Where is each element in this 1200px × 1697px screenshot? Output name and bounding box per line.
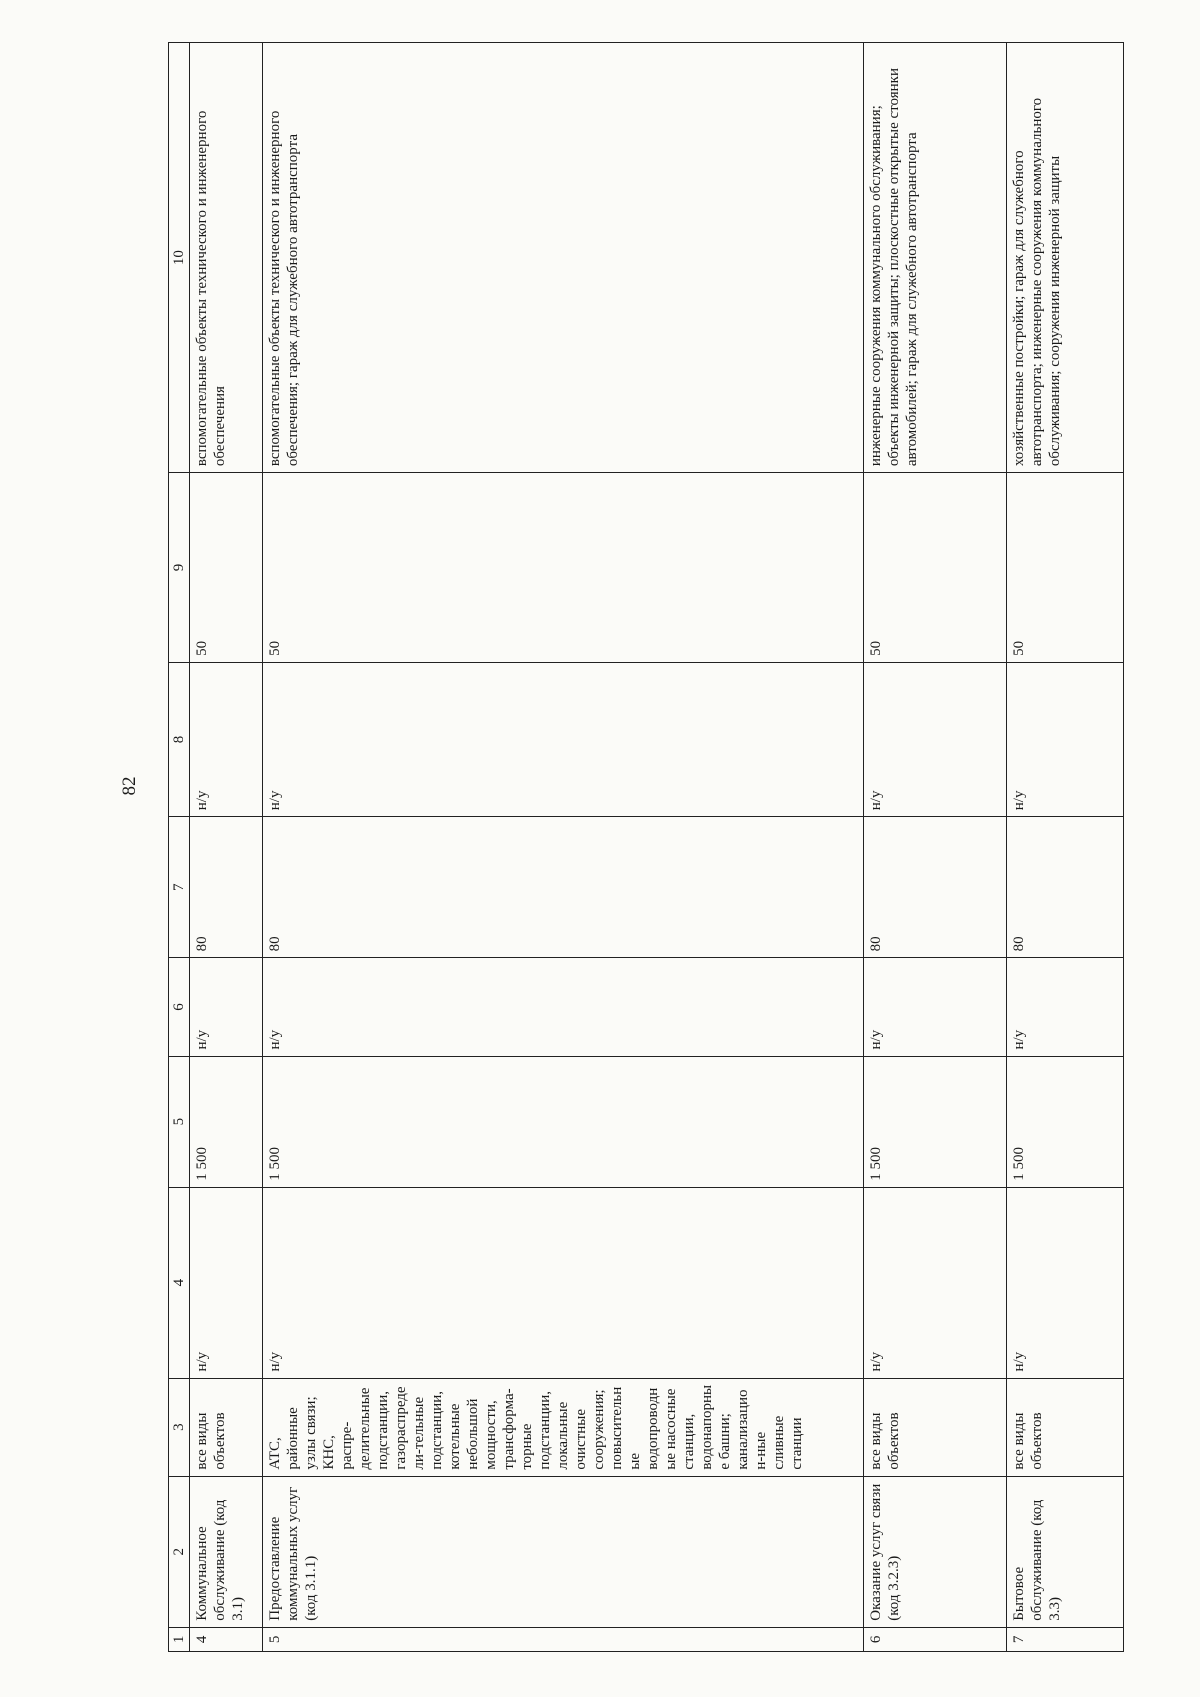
- value-cell-7: 80: [1007, 817, 1124, 958]
- object-type-cell: все виды объектов: [1007, 1378, 1124, 1476]
- object-type-cell: все виды объектов: [190, 1378, 263, 1476]
- auxiliary-uses-cell: инженерные сооружения коммунального обслуживания; объекты инженерной защиты; плоскостные открытые стоянки автомобилей; гараж для служебного автотранспорта: [864, 43, 1007, 473]
- value-cell-4: н/у: [864, 1187, 1007, 1378]
- table-row: [263, 43, 864, 1652]
- value-cell-8: н/у: [1007, 662, 1124, 816]
- row-number-cell: 7: [1007, 1627, 1124, 1651]
- auxiliary-uses-cell: вспомогательные объекты технического и инженерного обеспечения: [190, 43, 263, 473]
- value-cell-6: н/у: [864, 958, 1007, 1056]
- table-header-row: [169, 43, 190, 1652]
- value-cell-6: н/у: [263, 958, 864, 1056]
- value-cell-8: н/у: [190, 662, 263, 816]
- value-cell-5: 1 500: [190, 1056, 263, 1187]
- header-cell: 9: [169, 473, 190, 663]
- table-row: [190, 43, 263, 1652]
- auxiliary-uses-cell: вспомогательные объекты технического и инженерного обеспечения; гараж для служебного автотранспорта: [263, 43, 864, 473]
- rotated-table-container: [168, 42, 1063, 1652]
- value-cell-9: 50: [864, 473, 1007, 663]
- header-cell: 10: [169, 43, 190, 473]
- header-cell: 7: [169, 817, 190, 958]
- regulations-table: [168, 42, 1124, 1652]
- header-cell: 4: [169, 1187, 190, 1378]
- value-cell-8: н/у: [263, 662, 864, 816]
- row-number-cell: 6: [864, 1627, 1007, 1651]
- value-cell-7: 80: [864, 817, 1007, 958]
- value-cell-6: н/у: [1007, 958, 1124, 1056]
- table-row: [864, 43, 1007, 1652]
- value-cell-8: н/у: [864, 662, 1007, 816]
- row-number-cell: 5: [263, 1627, 864, 1651]
- value-cell-4: н/у: [263, 1187, 864, 1378]
- header-cell: 8: [169, 662, 190, 816]
- value-cell-7: 80: [263, 817, 864, 958]
- value-cell-9: 50: [263, 473, 864, 663]
- value-cell-9: 50: [190, 473, 263, 663]
- land-use-type-cell: Оказание услуг связи (код 3.2.3): [864, 1476, 1007, 1627]
- land-use-type-cell: Бытовое обслуживание (код 3.3): [1007, 1476, 1124, 1627]
- value-cell-6: н/у: [190, 958, 263, 1056]
- object-type-cell: АТС, районные узлы связи; КНС, распре-делительные подстанции, газораспредели-тельные подстанции, котельные небольшой мощности, трансформа-торные подстанции, локальные очистные сооружения; повысительные водопроводные насосные станции, водонапорные башни; канализацион-ные сливные станции: [263, 1378, 864, 1476]
- auxiliary-uses-cell: хозяйственные постройки; гараж для служебного автотранспорта; инженерные сооружения коммунального обслуживания; сооружения инженерной защиты: [1007, 43, 1124, 473]
- value-cell-5: 1 500: [1007, 1056, 1124, 1187]
- header-cell: 3: [169, 1378, 190, 1476]
- header-cell: 5: [169, 1056, 190, 1187]
- header-cell: 1: [169, 1627, 190, 1651]
- table-row: [1007, 43, 1124, 1652]
- page-number: 82: [119, 776, 140, 796]
- value-cell-9: 50: [1007, 473, 1124, 663]
- land-use-type-cell: Предоставление коммунальных услуг (код 3.1.1): [263, 1476, 864, 1627]
- value-cell-7: 80: [190, 817, 263, 958]
- object-type-cell: все виды объектов: [864, 1378, 1007, 1476]
- value-cell-4: н/у: [1007, 1187, 1124, 1378]
- header-cell: 6: [169, 958, 190, 1056]
- value-cell-5: 1 500: [864, 1056, 1007, 1187]
- header-cell: 2: [169, 1476, 190, 1627]
- value-cell-5: 1 500: [263, 1056, 864, 1187]
- row-number-cell: 4: [190, 1627, 263, 1651]
- value-cell-4: н/у: [190, 1187, 263, 1378]
- land-use-type-cell: Коммунальное обслуживание (код 3.1): [190, 1476, 263, 1627]
